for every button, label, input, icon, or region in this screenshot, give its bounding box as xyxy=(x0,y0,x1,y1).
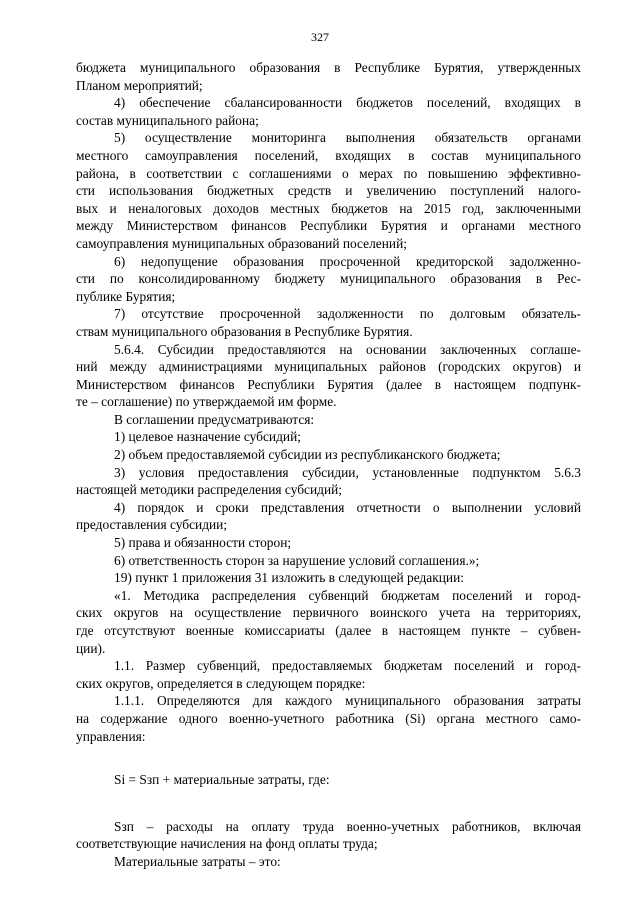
text-line: Планом мероприятий; xyxy=(76,77,203,93)
text-line: ских округов, определяется в следующем порядке: xyxy=(76,675,366,691)
text-line: самоуправления муниципальных образований поселений; xyxy=(76,235,407,251)
text-line: ствам муниципального образования в Республике Бурятия. xyxy=(76,323,413,339)
text-line: 19) пункт 1 приложения 31 изложить в следующей редакции: xyxy=(114,570,464,586)
formula: Si = Sзп + материальные затраты, где: xyxy=(114,772,330,788)
text-line: настоящей методики распределения субсидий; xyxy=(76,482,343,498)
text-line: предоставления субсидии; xyxy=(76,517,228,533)
text-line: 6) ответственность сторон за нарушение условий соглашения.»; xyxy=(114,552,480,568)
spacer xyxy=(76,745,581,771)
text-line: 2) объем предоставляемой субсидии из республиканского бюджета; xyxy=(114,447,501,463)
text-line: 5) права и обязанности сторон; xyxy=(114,535,292,551)
text-line: 3) условия предоставления субсидии, установленные подпунктом 5.6.3 xyxy=(114,464,581,480)
text-line: управления: xyxy=(76,728,146,744)
text-line: вых и неналоговых доходов местных бюджетов на 2015 год, заключенными xyxy=(76,200,581,216)
text-line: между Министерством финансов Республики Бурятия и органами местного xyxy=(76,218,581,234)
text-line: бюджета муниципального образования в Республике Бурятия, утвержденных xyxy=(76,60,581,75)
text-line: 1.1. Размер субвенций, предоставляемых бюджетам поселений и город- xyxy=(114,658,581,674)
text-line: ний между администрациями муниципальных районов (городских округов) и xyxy=(76,359,581,375)
text-line: сти использования бюджетных средств и увеличению поступлений налого- xyxy=(76,183,581,199)
text-line: 4) порядок и сроки представления отчетности о выполнении условий xyxy=(114,499,581,515)
text-line: 5.6.4. Субсидии предоставляются на основании заключенных соглаше- xyxy=(114,341,581,357)
text-line: «1. Методика распределения субвенций бюджетам поселений и город- xyxy=(114,587,581,603)
text-line: 6) недопущение образования просроченной кредиторской задолженно- xyxy=(114,253,581,269)
text-line: ских округов на осуществление первичного воинского учета на территориях, xyxy=(76,605,581,621)
text-line: Sзп – расходы на оплату труда военно-учетных работников, включая xyxy=(114,818,581,834)
text-line: 1) целевое назначение субсидий; xyxy=(114,429,301,445)
text-line: местного самоуправления поселений, входящих в состав муниципального xyxy=(76,147,581,163)
text-line: Материальные затраты – это: xyxy=(114,853,281,869)
text-line: 7) отсутствие просроченной задолженности по долговым обязатель- xyxy=(114,306,581,322)
text-line: где отсутствуют военные комиссариаты (далее в настоящем пункте – субвен- xyxy=(76,623,581,638)
text-line: сти по консолидированному бюджету муниципального образования в Рес- xyxy=(76,271,581,287)
spacer xyxy=(76,789,581,818)
text-line: района, в соответствии с соглашениями о мерах по повышению эффективно- xyxy=(76,165,581,181)
document-body xyxy=(76,59,581,871)
text-line: Министерством финансов Республики Бурятия (далее в настоящем подпунк- xyxy=(76,376,581,392)
text-line: 5) осуществление мониторинга выполнения обязательств органами xyxy=(114,130,581,146)
text-line: 1.1.1. Определяются для каждого муниципального образования затраты xyxy=(114,693,581,709)
text-line: состав муниципального района; xyxy=(76,112,259,128)
text-line: 4) обеспечение сбалансированности бюджетов поселений, входящих в xyxy=(114,95,581,111)
text-line: публике Бурятия; xyxy=(76,288,176,304)
text-line: на содержание одного военно-учетного работника (Si) органа местного само- xyxy=(76,710,581,726)
text-line: соответствующие начисления на фонд оплаты труда; xyxy=(76,836,378,852)
page-number: 327 xyxy=(311,30,329,44)
text-line: те – соглашение) по утверждаемой им форме. xyxy=(76,394,337,410)
text-line: В соглашении предусматриваются: xyxy=(114,411,315,427)
text-line: ции). xyxy=(76,640,106,656)
